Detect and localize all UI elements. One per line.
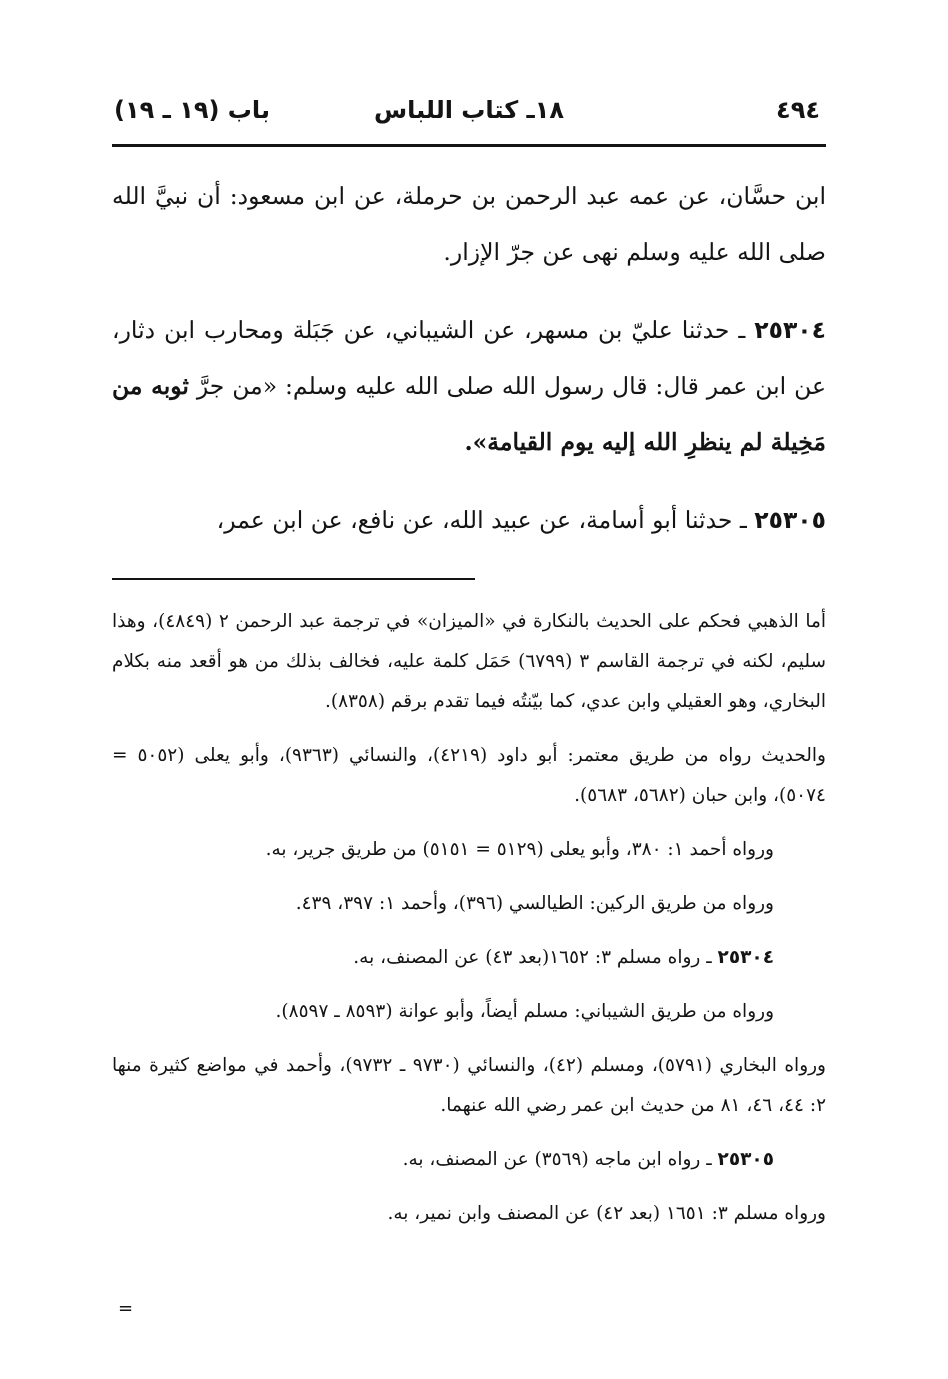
paragraph-continuation: ابن حسَّان، عن عمه عبد الرحمن بن حرملة، عن ابن مسعود: أن نبيَّ الله صلى الله عليه وسلم نهى عن جرّ الإزار. [112,182,826,266]
footnote-paragraph: أما الذهبي فحكم على الحديث بالنكارة في «الميزان» في ترجمة عبد الرحمن ٢ (٤٨٤٩)، وهذا سليم، لكنه في ترجمة القاسم ٣ (٦٧٩٩) حَمَل كلمة عليه، فخالف بذلك من هو أقعد منه بكلام البخاري، وهو العقيلي وابن عدي، كما بيّنتُه فيما تقدم برقم (٨٣٥٨). [112,611,827,712]
footnote-25304 [112,938,826,978]
footnotes [112,602,826,1234]
hadith-number: ٢٥٣٠٤ [754,316,826,344]
main-text [112,168,826,548]
footnote-separator [112,578,475,580]
hadith-text: ـ حدثنا عليّ بن مسهر، عن الشيباني، عن جَبَلة ومحارب ابن دثار، عن ابن عمر قال: قال رسول الله صلى الله عليه وسلم: «من جرَّ [112,316,826,400]
footnote-25305 [112,1140,826,1180]
footnote-text: ـ رواه ابن ماجه (٣٥٦٩) عن المصنف، به. [402,1149,712,1170]
footnote-paragraph: ورواه أحمد ١: ٣٨٠، وأبو يعلى (٥١٢٩ = ٥١٥١) من طريق جرير، به. [265,839,774,860]
book-page [112,0,826,1379]
page-number: ٤٩٤ [776,96,820,124]
book-title: ١٨ـ كتاب اللباس [373,96,565,124]
footnote-paragraph: ورواه البخاري (٥٧٩١)، ومسلم (٤٢)، والنسائي (٩٧٣٠ ـ ٩٧٣٢)، وأحمد في مواضع كثيرة منها ٢: ٤٤، ٤٦، ٨١ من حديث ابن عمر رضي الله عنهما. [112,1055,826,1116]
chapter-label: باب (١٩ ـ ١٩) [114,96,270,124]
footnote-paragraph: ورواه من طريق الشيباني: مسلم أيضاً، وأبو عوانة (٨٥٩٣ ـ ٨٥٩٧). [275,1001,774,1022]
footnote-paragraph: ورواه مسلم ٣: ١٦٥١ (بعد ٤٢) عن المصنف وابن نمير، به. [387,1203,826,1224]
continuation-mark: = [118,1298,134,1319]
footnote-paragraph: ورواه من طريق الركين: الطيالسي (٣٩٦)، وأحمد ١: ٣٩٧، ٤٣٩. [295,893,774,914]
running-header [112,96,826,136]
footnote-number: ٢٥٣٠٤ [717,947,774,968]
footnote-text: ـ رواه مسلم ٣: ١٦٥٢(بعد ٤٣) عن المصنف، به. [353,947,712,968]
hadith-text: ـ حدثنا أبو أسامة، عن عبيد الله، عن نافع، عن ابن عمر، [216,506,747,534]
footnote-paragraph: والحديث رواه من طريق معتمر: أبو داود (٤٢١٩)، والنسائي (٩٣٦٣)، وأبو يعلى (٥٠٥٢ = ٥٠٧٤)، وابن حبان (٥٦٨٢، ٥٦٨٣). [112,745,826,806]
hadith-number: ٢٥٣٠٥ [754,506,826,534]
footnote-number: ٢٥٣٠٥ [717,1149,774,1170]
hadith-25305 [112,492,826,548]
hadith-matn: ثوبه من مَخِيلة لم ينظرِ الله إليه يوم القيامة». [112,372,826,456]
header-rule [112,144,826,147]
hadith-25304 [112,302,826,470]
